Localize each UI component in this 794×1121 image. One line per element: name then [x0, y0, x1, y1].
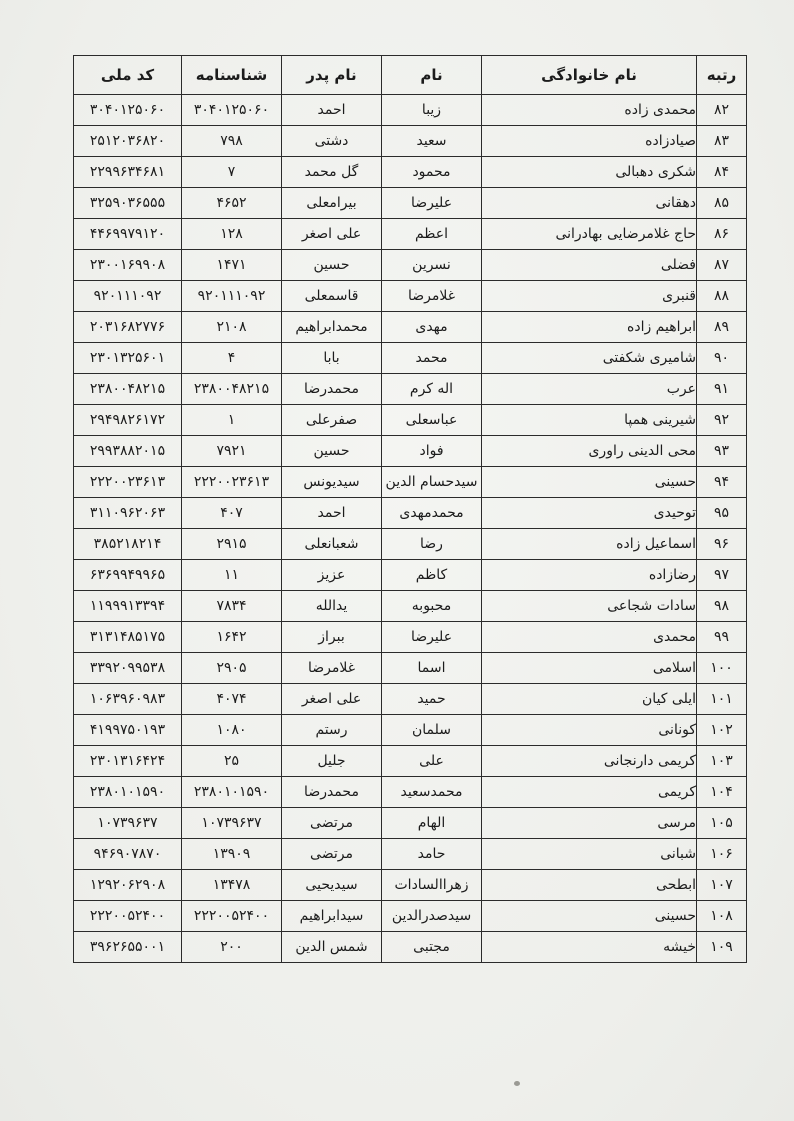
first-name-cell: اسما: [382, 653, 482, 684]
id-number-cell: ۱۶۴۲: [182, 622, 282, 653]
id-number-cell: ۷۹۸: [182, 126, 282, 157]
national-code-cell: ۲۹۹۳۸۸۲۰۱۵: [74, 436, 182, 467]
first-name-cell: محمدمهدی: [382, 498, 482, 529]
table-row: [74, 653, 747, 684]
id-number-cell: ۲۳۸۰۱۰۱۵۹۰: [182, 777, 282, 808]
father-name-cell: محمدابراهیم: [282, 312, 382, 343]
national-code-cell: ۲۳۰۱۳۱۶۴۲۴: [74, 746, 182, 777]
family-name-cell: سادات شجاعی: [482, 591, 697, 622]
rank-cell: ۹۸: [697, 591, 747, 622]
table-row: [74, 715, 747, 746]
id-number-cell: ۲۹۰۵: [182, 653, 282, 684]
national-code-cell: ۳۹۶۲۶۵۵۰۰۱: [74, 932, 182, 963]
first-name-cell: علیرضا: [382, 622, 482, 653]
table-row: [74, 126, 747, 157]
first-name-cell: سیدصدرالدین: [382, 901, 482, 932]
first-name-cell: رضا: [382, 529, 482, 560]
first-name-cell: زیبا: [382, 95, 482, 126]
table-row: [74, 684, 747, 715]
header-row: [74, 56, 747, 95]
family-name-cell: شامیری شکفتی: [482, 343, 697, 374]
national-code-cell: ۲۲۲۰۰۵۲۴۰۰: [74, 901, 182, 932]
father-name-cell: دشتی: [282, 126, 382, 157]
family-name-cell: صیادزاده: [482, 126, 697, 157]
table-row: [74, 281, 747, 312]
first-name-cell: نسرین: [382, 250, 482, 281]
national-code-cell: ۲۲۹۹۶۳۴۶۸۱: [74, 157, 182, 188]
father-name-cell: احمد: [282, 95, 382, 126]
rank-cell: ۱۰۵: [697, 808, 747, 839]
father-name-cell: احمد: [282, 498, 382, 529]
id-number-cell: ۲۲۲۰۰۵۲۴۰۰: [182, 901, 282, 932]
rank-cell: ۹۹: [697, 622, 747, 653]
table-row: [74, 622, 747, 653]
table-row: [74, 808, 747, 839]
family-name-cell: عرب: [482, 374, 697, 405]
id-number-cell: ۱۰۸۰: [182, 715, 282, 746]
first-name-cell: محبوبه: [382, 591, 482, 622]
father-name-cell: علی اصغر: [282, 219, 382, 250]
id-number-cell: ۷۹۲۱: [182, 436, 282, 467]
national-code-cell: ۱۲۹۲۰۶۲۹۰۸: [74, 870, 182, 901]
father-name-cell: ببراز: [282, 622, 382, 653]
family-name-cell: مرسی: [482, 808, 697, 839]
national-code-cell: ۹۴۶۹۰۷۸۷۰: [74, 839, 182, 870]
father-name-cell: بیرامعلی: [282, 188, 382, 219]
table-row: [74, 95, 747, 126]
first-name-cell: سیدحسام الدین: [382, 467, 482, 498]
first-name-cell: مجتبی: [382, 932, 482, 963]
rank-cell: ۱۰۲: [697, 715, 747, 746]
rank-cell: ۹۳: [697, 436, 747, 467]
father-name-cell: شعبانعلی: [282, 529, 382, 560]
family-name-cell: شبانی: [482, 839, 697, 870]
id-number-cell: ۱۳۹۰۹: [182, 839, 282, 870]
id-number-cell: ۴: [182, 343, 282, 374]
table-row: [74, 839, 747, 870]
father-name-cell: علی اصغر: [282, 684, 382, 715]
father-name-cell: سیدابراهیم: [282, 901, 382, 932]
national-code-cell: ۳۱۳۱۴۸۵۱۷۵: [74, 622, 182, 653]
national-code-cell: ۲۳۸۰۱۰۱۵۹۰: [74, 777, 182, 808]
id-number-cell: ۴۰۷: [182, 498, 282, 529]
table-row: [74, 343, 747, 374]
national-code-cell: ۱۰۷۳۹۶۳۷: [74, 808, 182, 839]
national-code-cell: ۹۲۰۱۱۱۰۹۲: [74, 281, 182, 312]
first-name-cell: حمید: [382, 684, 482, 715]
id-number-cell: ۲۲۲۰۰۲۳۶۱۳: [182, 467, 282, 498]
rank-cell: ۸۸: [697, 281, 747, 312]
rank-cell: ۱۰۳: [697, 746, 747, 777]
rank-cell: ۱۰۶: [697, 839, 747, 870]
family-name-cell: حسینی: [482, 467, 697, 498]
id-number-cell: ۲۳۸۰۰۴۸۲۱۵: [182, 374, 282, 405]
paper-speck: [514, 1081, 520, 1086]
father-name-cell: جلیل: [282, 746, 382, 777]
national-code-cell: ۲۹۴۹۸۲۶۱۷۲: [74, 405, 182, 436]
first-name-cell: کاظم: [382, 560, 482, 591]
id-number-cell: ۱۰۷۳۹۶۳۷: [182, 808, 282, 839]
father-name-cell: مرتضی: [282, 808, 382, 839]
family-name-cell: فضلی: [482, 250, 697, 281]
table-row: [74, 746, 747, 777]
national-code-cell: ۳۸۵۲۱۸۲۱۴: [74, 529, 182, 560]
header-family-name: نام خانوادگی: [482, 56, 697, 95]
ranking-table: [73, 55, 747, 963]
table-row: [74, 188, 747, 219]
rank-cell: ۸۷: [697, 250, 747, 281]
family-name-cell: اسلامی: [482, 653, 697, 684]
rank-cell: ۸۲: [697, 95, 747, 126]
national-code-cell: ۲۰۳۱۶۸۲۷۷۶: [74, 312, 182, 343]
table-row: [74, 405, 747, 436]
family-name-cell: محمدی زاده: [482, 95, 697, 126]
family-name-cell: محی الدینی راوری: [482, 436, 697, 467]
rank-cell: ۹۰: [697, 343, 747, 374]
father-name-cell: محمدرضا: [282, 777, 382, 808]
father-name-cell: حسین: [282, 436, 382, 467]
family-name-cell: کریمی دارنجانی: [482, 746, 697, 777]
first-name-cell: الهام: [382, 808, 482, 839]
national-code-cell: ۶۳۶۹۹۴۹۹۶۵: [74, 560, 182, 591]
family-name-cell: ابراهیم زاده: [482, 312, 697, 343]
family-name-cell: کریمی: [482, 777, 697, 808]
id-number-cell: ۹۲۰۱۱۱۰۹۲: [182, 281, 282, 312]
family-name-cell: خیشه: [482, 932, 697, 963]
first-name-cell: فواد: [382, 436, 482, 467]
id-number-cell: ۷: [182, 157, 282, 188]
header-national-code: کد ملی: [74, 56, 182, 95]
table-row: [74, 591, 747, 622]
table-row: [74, 219, 747, 250]
rank-cell: ۸۴: [697, 157, 747, 188]
first-name-cell: مهدی: [382, 312, 482, 343]
national-code-cell: ۴۴۶۹۹۷۹۱۲۰: [74, 219, 182, 250]
first-name-cell: عباسعلی: [382, 405, 482, 436]
table-row: [74, 932, 747, 963]
header-first-name: نام: [382, 56, 482, 95]
id-number-cell: ۱: [182, 405, 282, 436]
header-father-name: نام پدر: [282, 56, 382, 95]
family-name-cell: محمدی: [482, 622, 697, 653]
national-code-cell: ۳۱۱۰۹۶۲۰۶۳: [74, 498, 182, 529]
id-number-cell: ۱۲۸: [182, 219, 282, 250]
id-number-cell: ۱۱: [182, 560, 282, 591]
rank-cell: ۹۷: [697, 560, 747, 591]
rank-cell: ۱۰۷: [697, 870, 747, 901]
table-row: [74, 870, 747, 901]
national-code-cell: ۳۳۹۲۰۹۹۵۳۸: [74, 653, 182, 684]
family-name-cell: رضازاده: [482, 560, 697, 591]
father-name-cell: مرتضی: [282, 839, 382, 870]
family-name-cell: قنبری: [482, 281, 697, 312]
father-name-cell: غلامرضا: [282, 653, 382, 684]
national-code-cell: ۴۱۹۹۷۵۰۱۹۳: [74, 715, 182, 746]
table-body: [74, 95, 747, 963]
table-row: [74, 901, 747, 932]
first-name-cell: محمود: [382, 157, 482, 188]
first-name-cell: محمد: [382, 343, 482, 374]
family-name-cell: شیرینی همپا: [482, 405, 697, 436]
rank-cell: ۹۲: [697, 405, 747, 436]
family-name-cell: اسماعیل زاده: [482, 529, 697, 560]
father-name-cell: رستم: [282, 715, 382, 746]
father-name-cell: سیدیحیی: [282, 870, 382, 901]
father-name-cell: محمدرضا: [282, 374, 382, 405]
table-row: [74, 157, 747, 188]
father-name-cell: سیدیونس: [282, 467, 382, 498]
rank-cell: ۱۰۱: [697, 684, 747, 715]
table-row: [74, 374, 747, 405]
id-number-cell: ۱۳۴۷۸: [182, 870, 282, 901]
id-number-cell: ۲۰۰: [182, 932, 282, 963]
first-name-cell: حامد: [382, 839, 482, 870]
national-code-cell: ۱۱۹۹۹۱۳۳۹۴: [74, 591, 182, 622]
id-number-cell: ۴۶۵۲: [182, 188, 282, 219]
national-code-cell: ۲۳۸۰۰۴۸۲۱۵: [74, 374, 182, 405]
table-row: [74, 560, 747, 591]
rank-cell: ۸۵: [697, 188, 747, 219]
rank-cell: ۱۰۰: [697, 653, 747, 684]
rank-cell: ۱۰۸: [697, 901, 747, 932]
first-name-cell: اعظم: [382, 219, 482, 250]
rank-cell: ۸۹: [697, 312, 747, 343]
father-name-cell: شمس الدین: [282, 932, 382, 963]
national-code-cell: ۱۰۶۳۹۶۰۹۸۳: [74, 684, 182, 715]
first-name-cell: زهراالسادات: [382, 870, 482, 901]
father-name-cell: بابا: [282, 343, 382, 374]
national-code-cell: ۲۲۲۰۰۲۳۶۱۳: [74, 467, 182, 498]
father-name-cell: حسین: [282, 250, 382, 281]
table-row: [74, 467, 747, 498]
family-name-cell: توحیدی: [482, 498, 697, 529]
family-name-cell: کونانی: [482, 715, 697, 746]
first-name-cell: علیرضا: [382, 188, 482, 219]
father-name-cell: قاسمعلی: [282, 281, 382, 312]
family-name-cell: ابطحی: [482, 870, 697, 901]
table-row: [74, 250, 747, 281]
header-id-number: شناسنامه: [182, 56, 282, 95]
rank-cell: ۹۴: [697, 467, 747, 498]
first-name-cell: محمدسعید: [382, 777, 482, 808]
id-number-cell: ۲۱۰۸: [182, 312, 282, 343]
rank-cell: ۹۵: [697, 498, 747, 529]
header-rank: رتبه: [697, 56, 747, 95]
id-number-cell: ۷۸۳۴: [182, 591, 282, 622]
national-code-cell: ۲۵۱۲۰۳۶۸۲۰: [74, 126, 182, 157]
rank-cell: ۹۶: [697, 529, 747, 560]
rank-cell: ۹۱: [697, 374, 747, 405]
family-name-cell: حسینی: [482, 901, 697, 932]
table-row: [74, 312, 747, 343]
family-name-cell: دهقانی: [482, 188, 697, 219]
rank-cell: ۸۶: [697, 219, 747, 250]
table-row: [74, 498, 747, 529]
first-name-cell: سعید: [382, 126, 482, 157]
table-row: [74, 436, 747, 467]
id-number-cell: ۲۵: [182, 746, 282, 777]
rank-cell: ۱۰۹: [697, 932, 747, 963]
id-number-cell: ۴۰۷۴: [182, 684, 282, 715]
rank-cell: ۱۰۴: [697, 777, 747, 808]
family-name-cell: حاج غلامرضایی بهادرانی: [482, 219, 697, 250]
id-number-cell: ۳۰۴۰۱۲۵۰۶۰: [182, 95, 282, 126]
national-code-cell: ۲۳۰۱۳۲۵۶۰۱: [74, 343, 182, 374]
rank-cell: ۸۳: [697, 126, 747, 157]
id-number-cell: ۲۹۱۵: [182, 529, 282, 560]
father-name-cell: عزیز: [282, 560, 382, 591]
first-name-cell: غلامرضا: [382, 281, 482, 312]
father-name-cell: یدالله: [282, 591, 382, 622]
first-name-cell: اله کرم: [382, 374, 482, 405]
national-code-cell: ۳۰۴۰۱۲۵۰۶۰: [74, 95, 182, 126]
national-code-cell: ۲۳۰۰۱۶۹۹۰۸: [74, 250, 182, 281]
national-code-cell: ۳۲۵۹۰۳۶۵۵۵: [74, 188, 182, 219]
family-name-cell: ایلی کیان: [482, 684, 697, 715]
table-row: [74, 529, 747, 560]
family-name-cell: شکری دهبالی: [482, 157, 697, 188]
id-number-cell: ۱۴۷۱: [182, 250, 282, 281]
table-row: [74, 777, 747, 808]
father-name-cell: صفرعلی: [282, 405, 382, 436]
first-name-cell: سلمان: [382, 715, 482, 746]
first-name-cell: علی: [382, 746, 482, 777]
father-name-cell: گل محمد: [282, 157, 382, 188]
